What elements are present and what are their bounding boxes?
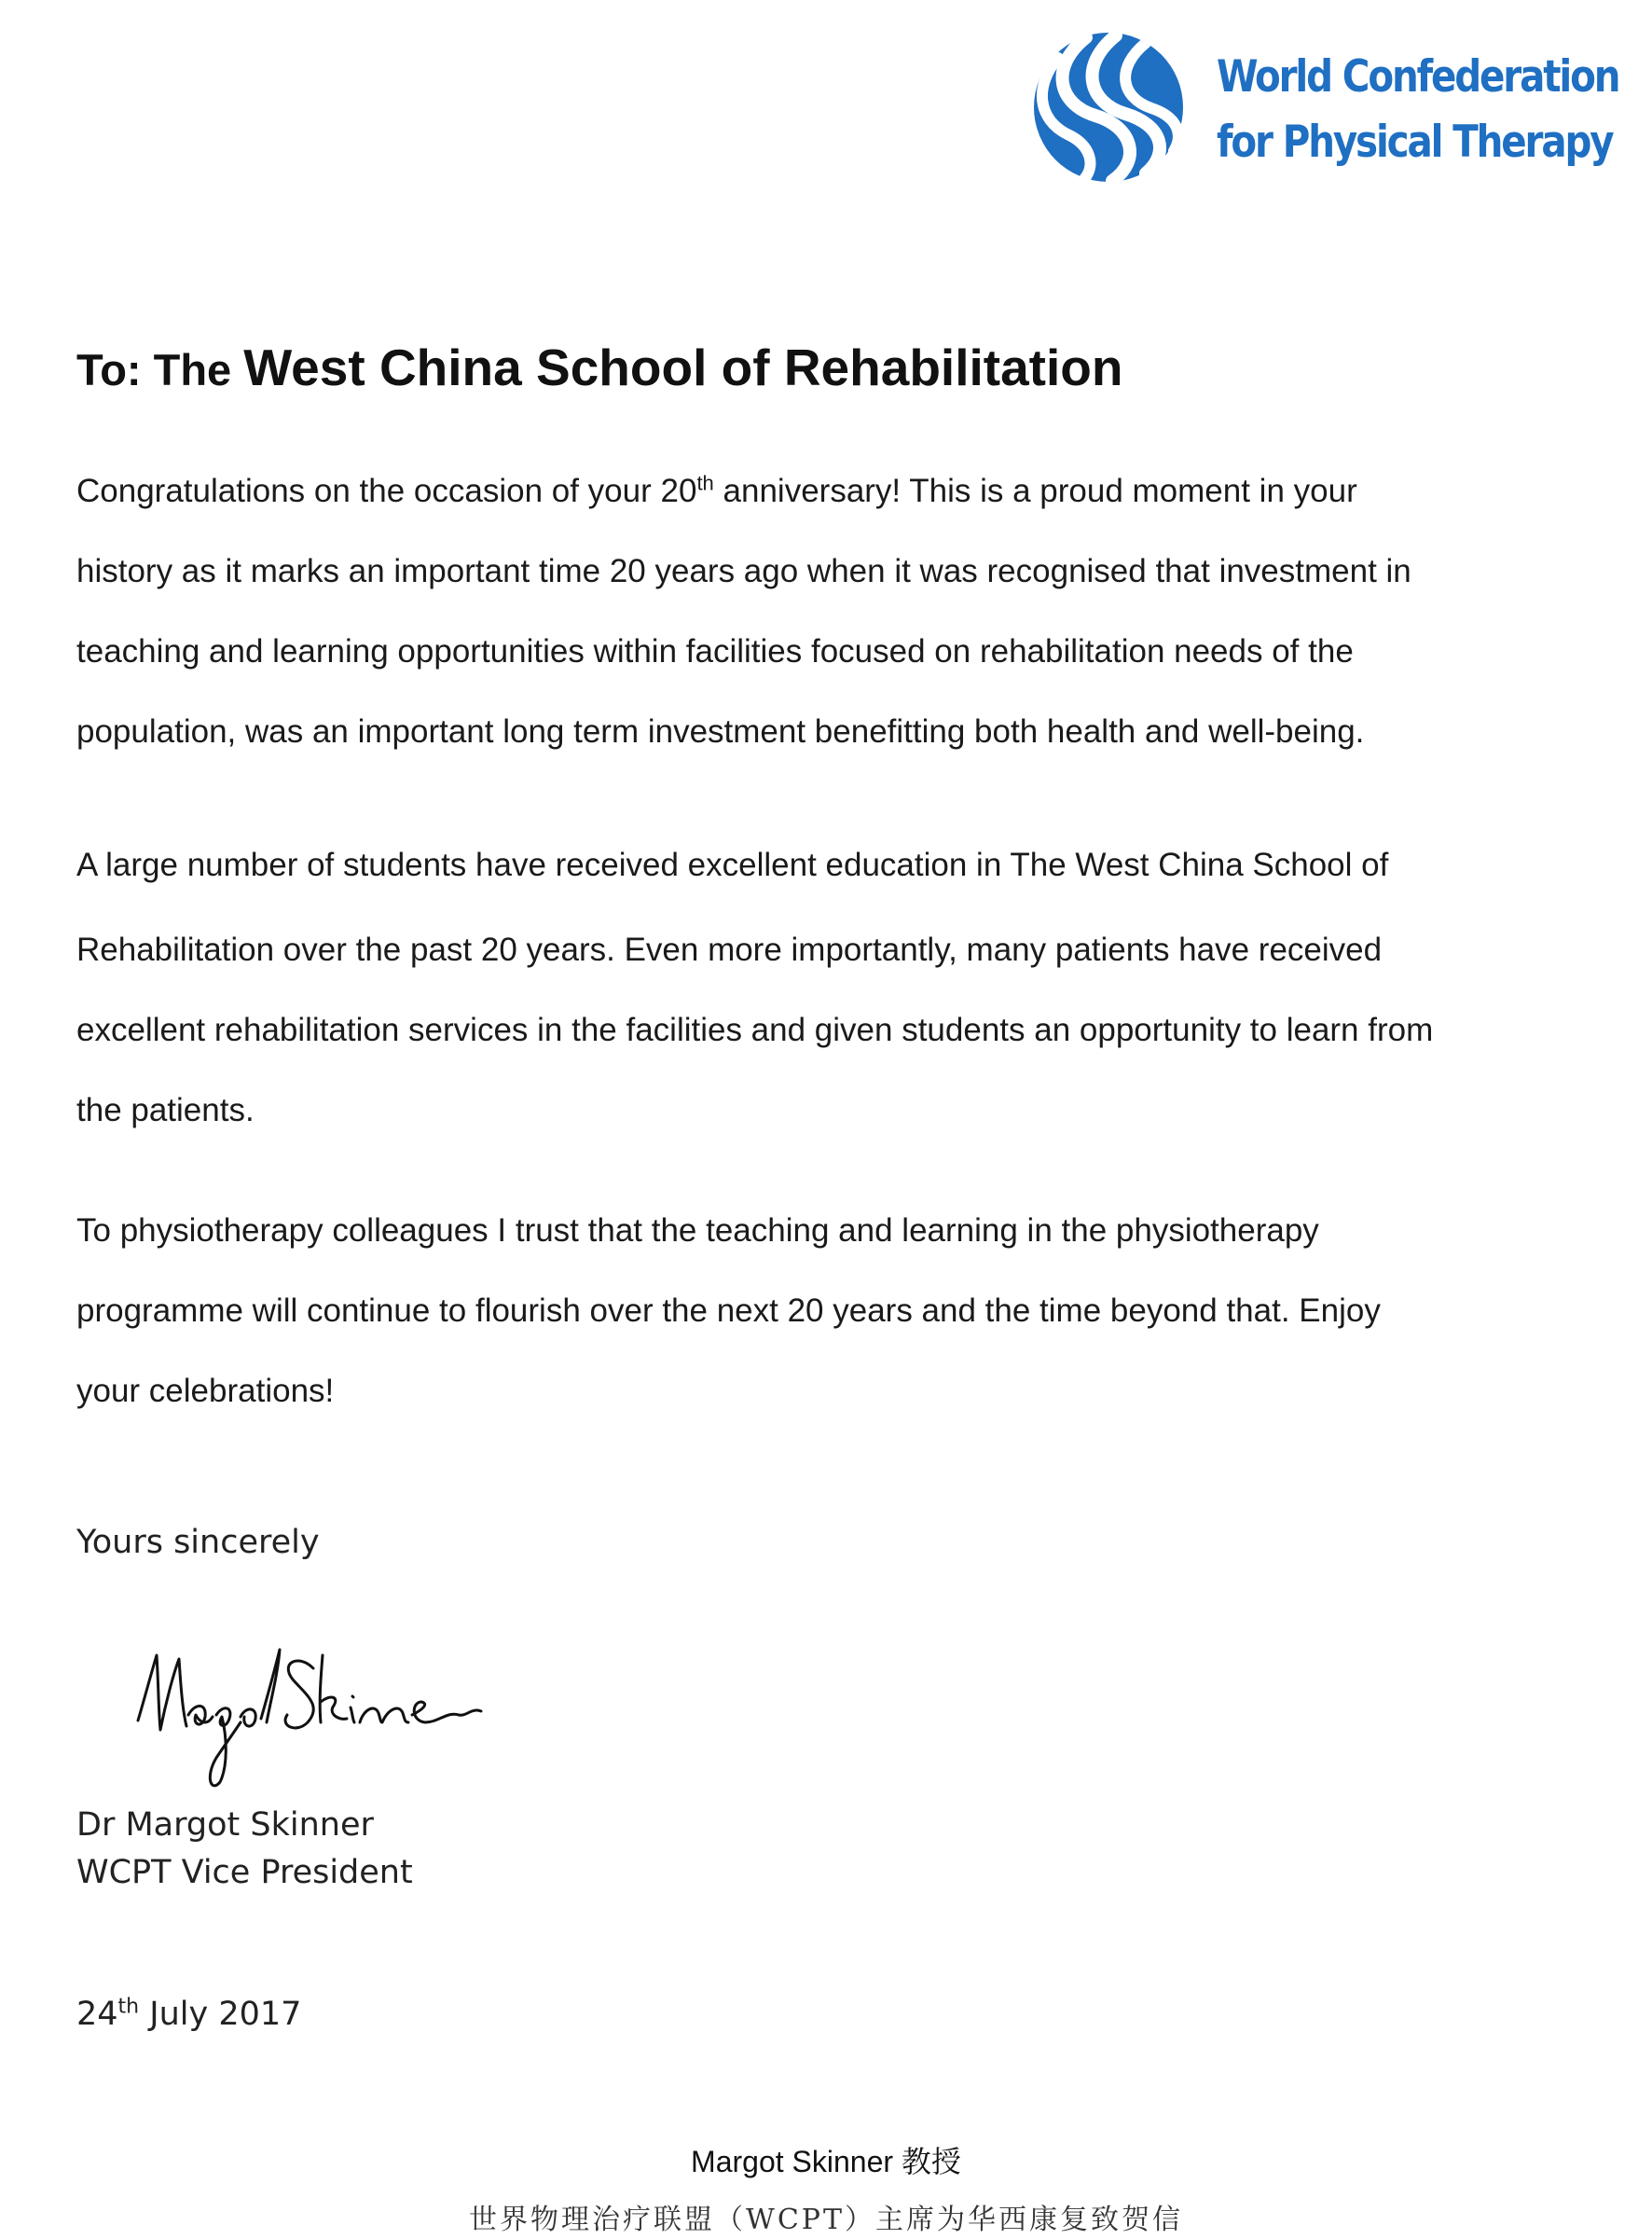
- org-name: [1217, 45, 1618, 175]
- paragraph-3-line-1: To physiotherapy colleagues I trust that the teaching and learning in the physiotherapy: [76, 1212, 1319, 1249]
- paragraph-3-line-2: programme will continue to flourish over the next 20 years and the time beyond that. Enjoy: [76, 1292, 1381, 1329]
- addressee-prefix: To: The: [76, 345, 244, 394]
- addressee-school: West China School of Rehabilitation: [243, 339, 1123, 396]
- paragraph-2-line-3: excellent rehabilitation services in the facilities and given students an opportunity to learn from: [76, 1012, 1434, 1048]
- paragraph-1-line-3: teaching and learning opportunities within facilities focused on rehabilitation needs of the: [76, 633, 1354, 670]
- paragraph-1: [76, 451, 1531, 772]
- paragraph-2-line-4: the patients.: [76, 1092, 255, 1128]
- paragraph-2: [76, 821, 1531, 1151]
- signer-name: Dr Margot Skinner: [76, 1806, 374, 1844]
- paragraph-2-line-1: A large number of students have received excellent education in The West China School of: [76, 847, 1389, 883]
- paragraph-2-line-2: Rehabilitation over the past 20 years. Even more importantly, many patients have received: [76, 932, 1383, 968]
- wcpt-logo-icon: [1030, 30, 1187, 185]
- paragraph-1-line-4: population, was an important long term investment benefitting both health and well-being.: [76, 713, 1365, 750]
- caption-chinese: 世界物理治疗联盟（WCPT）主席为华西康复致贺信: [469, 2204, 1183, 2236]
- addressee-heading: [76, 338, 1122, 397]
- date-month-year: July 2017: [139, 1996, 302, 2033]
- date-day: 24: [76, 1996, 118, 2033]
- org-name-line2: for Physical Therapy: [1217, 117, 1613, 168]
- date-superscript: th: [117, 1995, 140, 2019]
- signer-title: WCPT Vice President: [76, 1854, 413, 1891]
- p1-l1-text-a: Congratulations on the occasion of your 20: [76, 473, 697, 509]
- letter-date: [76, 1996, 301, 2033]
- caption-english: Margot Skinner 教授: [691, 2145, 961, 2178]
- paragraph-1-line-1: [76, 451, 1531, 532]
- p1-l1-superscript: th: [696, 471, 714, 495]
- wcpt-logo: [1030, 28, 1636, 187]
- p1-l1-text-b: anniversary! This is a proud moment in your: [713, 473, 1357, 509]
- org-name-line1: World Confederation: [1217, 51, 1619, 103]
- paragraph-3-line-3: your celebrations!: [76, 1373, 335, 1409]
- closing: Yours sincerely: [76, 1524, 320, 1561]
- handwritten-signature: [131, 1637, 503, 1795]
- paragraph-3: [76, 1191, 1531, 1431]
- paragraph-1-line-2: history as it marks an important time 20 years ago when it was recognised that investment in: [76, 553, 1411, 589]
